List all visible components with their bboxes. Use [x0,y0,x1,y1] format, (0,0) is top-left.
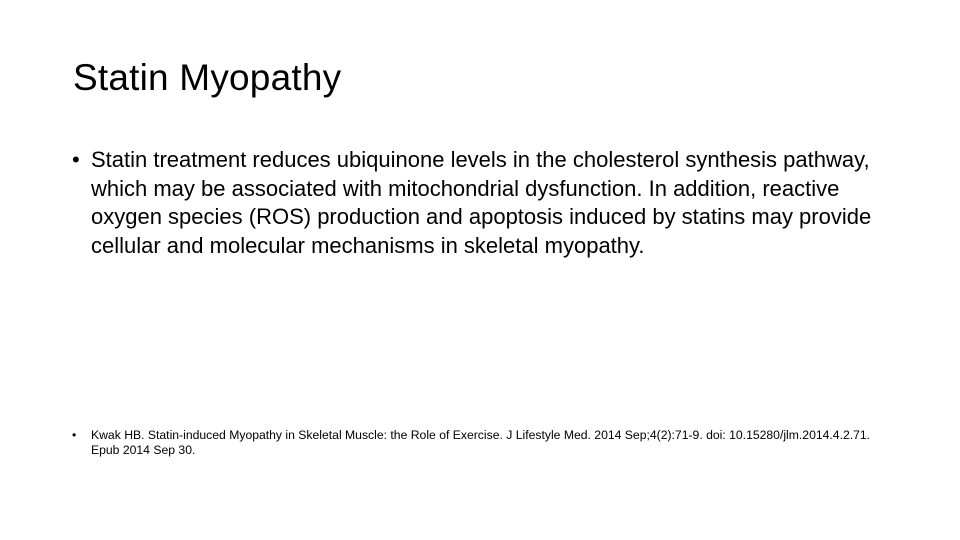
reference-item [72,428,892,457]
bullet-item [72,146,872,260]
reference-text: Kwak HB. Statin-induced Myopathy in Skeletal Muscle: the Role of Exercise. J Lifestyle Med. 2014 Sep;4(2):71-9. doi: 10.15280/jlm.2014.4.2.71. Epub 2014 Sep 30. [91,428,871,457]
slide-title: Statin Myopathy [73,57,342,98]
bullet-text: Statin treatment reduces ubiquinone levels in the cholesterol synthesis pathway, which may be associated with mitochondrial dysfunction. In addition, reactive oxygen species (ROS) production and apoptosis induced by statins may provide cellular and molecular mechanisms in skeletal myopathy. [91,147,872,258]
reference-marker: • [72,428,77,442]
bullet-marker: • [72,147,80,172]
